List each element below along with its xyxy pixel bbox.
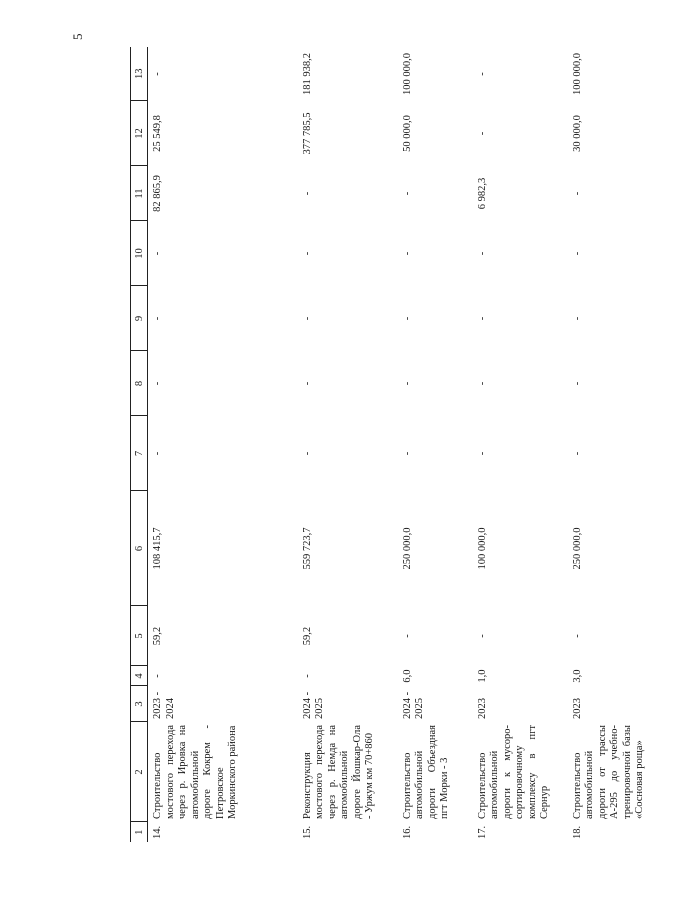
value-cell: 2023 - 2024 <box>152 691 176 719</box>
table-row <box>398 47 473 842</box>
column-header: 8 <box>131 351 148 416</box>
value-cell: - <box>571 381 583 386</box>
value-cell: - <box>476 381 488 386</box>
value-cell: 108 415,7 <box>152 527 163 570</box>
value-cell: - <box>476 72 488 76</box>
column-header: 9 <box>131 286 148 351</box>
value-cell: 2023 <box>571 698 583 719</box>
value-cell: - <box>401 191 413 196</box>
column-header: 2 <box>131 722 148 822</box>
value-cell: - <box>401 251 413 256</box>
value-cell: - <box>301 381 313 386</box>
header-row <box>131 47 148 842</box>
value-cell: 377 785,5 <box>301 112 313 155</box>
value-cell: - <box>301 251 313 256</box>
object-name-cell: Строительство автомобильной дороги от трассы А-295 до учебно-тренировочной базы «Сосновая роща» <box>571 725 645 819</box>
value-cell: 181 938,2 <box>301 53 313 95</box>
row-number-cell: 15. <box>301 825 313 839</box>
value-cell: - <box>301 191 313 196</box>
value-cell: 6,0 <box>401 669 413 683</box>
value-cell: 50 000,0 <box>401 115 413 152</box>
rotated-table-container <box>130 47 645 842</box>
value-cell: 2024 - 2025 <box>401 691 425 719</box>
value-cell: - <box>571 251 583 256</box>
table-body <box>148 47 688 842</box>
value-cell: - <box>476 451 488 456</box>
object-name-cell: Строительство автомобильной дороги Объездная пгт Морки - 3 <box>401 725 450 819</box>
value-cell: 2024 - 2025 <box>301 691 325 719</box>
value-cell: 250 000,0 <box>401 527 413 570</box>
value-cell: 25 549,8 <box>152 115 163 152</box>
value-cell: - <box>152 381 163 386</box>
value-cell: 100 000,0 <box>476 527 488 570</box>
value-cell: 250 000,0 <box>571 527 583 570</box>
value-cell: 30 000,0 <box>571 115 583 152</box>
column-header: 12 <box>131 101 148 166</box>
column-header: 7 <box>131 416 148 491</box>
row-number-cell: 14. <box>152 825 163 839</box>
object-name-cell: Строительство автомобильной дороги к мусоро-сортировочному комплексу в пгт Сернур <box>476 725 550 819</box>
value-cell: 59,2 <box>301 626 313 646</box>
value-cell: 59,2 <box>152 626 163 646</box>
financing-table <box>130 47 688 842</box>
value-cell: - <box>301 451 313 456</box>
value-cell: - <box>571 316 583 321</box>
value-cell: 3,0 <box>571 669 583 683</box>
value-cell: - <box>571 451 583 456</box>
column-header: 11 <box>131 166 148 221</box>
value-cell: - <box>571 634 583 638</box>
value-cell: - <box>401 381 413 386</box>
value-cell: 100 000,0 <box>401 53 413 95</box>
table-row <box>473 47 568 842</box>
column-header: 10 <box>131 221 148 286</box>
value-cell: - <box>301 316 313 321</box>
column-header: 4 <box>131 666 148 686</box>
table-row <box>148 47 298 842</box>
column-header: 5 <box>131 606 148 666</box>
value-cell: - <box>476 316 488 321</box>
value-cell: - <box>152 451 163 456</box>
row-number-cell: 18. <box>571 825 583 839</box>
object-name-cell: Реконструкция мостового перехода через р. Немда на автомобильной дороге Йошкар-Ола - Уржум км 70+860 <box>301 725 375 819</box>
row-number-cell: 16. <box>401 825 413 839</box>
value-cell: - <box>401 316 413 321</box>
value-cell: - <box>476 131 488 136</box>
column-header: 1 <box>131 822 148 842</box>
value-cell: 100 000,0 <box>571 53 583 95</box>
value-cell: - <box>152 316 163 321</box>
value-cell: - <box>401 451 413 456</box>
column-header: 6 <box>131 491 148 606</box>
table-row <box>568 47 688 842</box>
value-cell: - <box>476 251 488 256</box>
value-cell: 559 723,7 <box>301 527 313 570</box>
column-header: 3 <box>131 686 148 722</box>
value-cell: - <box>301 674 313 678</box>
value-cell: 6 982,3 <box>476 177 488 210</box>
value-cell: 82 865,9 <box>152 175 163 212</box>
value-cell: - <box>152 72 163 76</box>
value-cell: - <box>401 634 413 638</box>
value-cell: 2023 <box>476 698 488 719</box>
value-cell: - <box>152 674 163 678</box>
page-number: 5 <box>70 33 85 40</box>
object-name-cell: Строительство мостового перехода через р. Ировка на автомобильной дороге Кокрем - Петровское Моркинского района <box>152 725 238 819</box>
column-header: 13 <box>131 47 148 101</box>
value-cell: - <box>571 191 583 196</box>
table-row <box>298 47 398 842</box>
row-number-cell: 17. <box>476 825 488 839</box>
value-cell: - <box>476 634 488 638</box>
value-cell: 1,0 <box>476 669 488 683</box>
value-cell: - <box>152 251 163 256</box>
